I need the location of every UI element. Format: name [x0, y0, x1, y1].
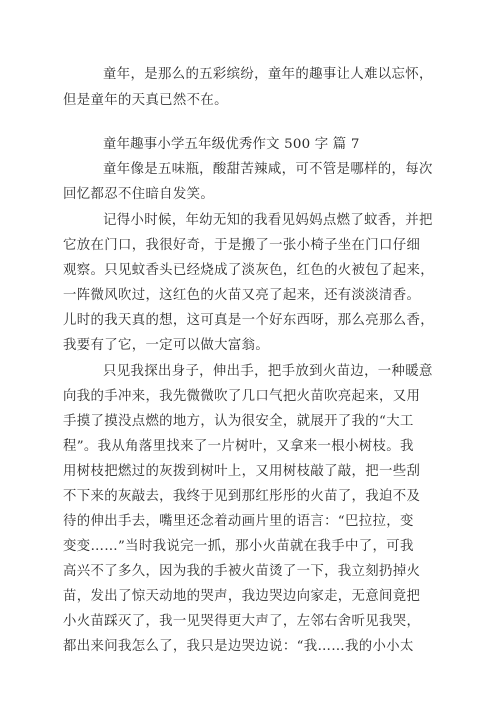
text-line: 一阵微风吹过，这红色的火苗又亮了起来，还有淡淡清香。 — [63, 288, 421, 303]
text-line: 高兴不了多久，因为我的手被火苗烫了一下，我立刻扔掉火 — [63, 564, 421, 579]
text-line: 不下来的灰敲去，我终于见到那红彤彤的火苗了，我迫不及 — [63, 489, 421, 504]
text-line: 待的伸出手去，嘴里还念着动画片里的语言：“巴拉拉，变 — [63, 514, 414, 529]
text-line: 苗，发出了惊天动地的哭声，我边哭边向家走，无意间竟把 — [63, 589, 421, 604]
text-line: 记得小时候，年幼无知的我看见妈妈点燃了蚊香，并把 — [103, 213, 433, 228]
text-line: 但是童年的天真已然不在。 — [63, 93, 228, 108]
text-line: 只见我探出身子，伸出手，把手放到火苗边，一种暖意 — [103, 364, 433, 379]
text-line: 用树枝把燃过的灰拨到树叶上，又用树枝敲了敲，把一些刮 — [63, 464, 421, 479]
text-line: 都出来问我怎么了，我只是边哭边说：“我……我的小小太 — [63, 639, 414, 654]
text-line: 我要有了它，一定可以做大富翁。 — [63, 338, 270, 353]
text-line: 它放在门口，我很好奇，于是搬了一张小椅子坐在门口仔细 — [63, 238, 421, 253]
text-line: 童年，是那么的五彩缤纷，童年的趣事让人难以忘怀， — [103, 67, 433, 82]
text-line: 程”。我从角落里找来了一片树叶，又拿来一根小树枝。我 — [63, 439, 414, 454]
article-title-text: 童年趣事小学五年级优秀作文 500 字 篇 7 — [103, 137, 360, 152]
text-line: 变变……”当时我说完一抓，那小火苗就在我手中了，可我 — [63, 539, 414, 554]
text-line: 回忆都忍不住暗自发笑。 — [63, 187, 215, 202]
text-line: 小火苗踩灭了，我一见哭得更大声了，左邻右舍听见我哭， — [63, 614, 421, 629]
text-line: 向我的手冲来，我先微微吹了几口气把火苗吹亮起来，又用 — [63, 389, 421, 404]
text-line: 儿时的我天真的想，这可真是一个好东西呀，那么亮那么香， — [63, 313, 434, 328]
text-line: 手摸了摸没点燃的地方，认为很安全，就展开了我的“大工 — [63, 414, 414, 429]
text-line: 童年像是五味瓶，酸甜苦辣咸，可不管是哪样的，每次 — [103, 162, 433, 177]
text-line: 观察。只见蚊香头已经烧成了淡灰色，红色的火被包了起来， — [63, 263, 434, 278]
